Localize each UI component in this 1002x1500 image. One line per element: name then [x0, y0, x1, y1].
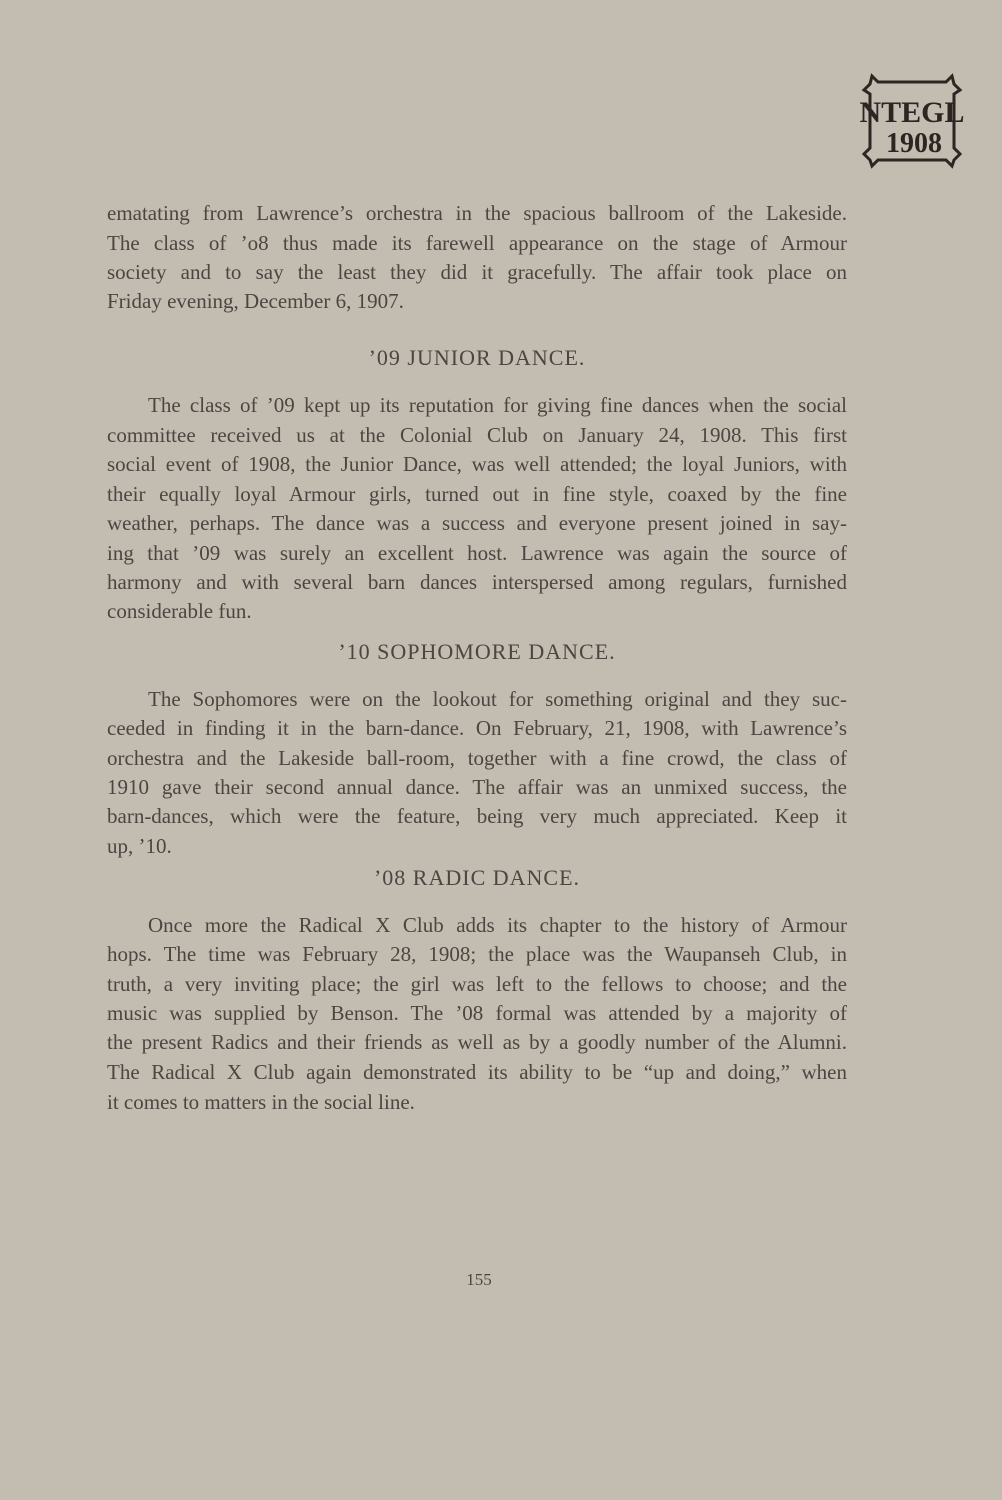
text-line: music was supplied by Benson. The ’08 formal was attended by a majority of: [107, 1001, 847, 1025]
text-line: barn-dances, which were the feature, being very much appreciated. Keep it: [107, 804, 847, 828]
text-line: weather, perhaps. The dance was a success and everyone present joined in say-: [107, 511, 847, 535]
text-line: The Sophomores were on the lookout for something original and they suc-: [148, 687, 847, 711]
text-line: The class of ’09 kept up its reputation for giving fine dances when the social: [148, 393, 847, 417]
text-line: hops. The time was February 28, 1908; the place was the Waupanseh Club, in: [107, 942, 847, 966]
text-line: it comes to matters in the social line.: [107, 1090, 415, 1114]
text-line: ematating from Lawrence’s orchestra in the spacious ballroom of the Lakeside.: [107, 201, 847, 225]
text-line: The class of ’o8 thus made its farewell appearance on the stage of Armour: [107, 231, 847, 255]
text-line: Friday evening, December 6, 1907.: [107, 289, 404, 313]
section-heading: ’09 JUNIOR DANCE.: [368, 345, 586, 370]
integral-1908-logo: [858, 70, 966, 172]
text-line: up, ’10.: [107, 834, 172, 858]
text-line: ing that ’09 was surely an excellent host. Lawrence was again the source of: [107, 541, 847, 565]
text-line: truth, a very inviting place; the girl was left to the fellows to choose; and the: [107, 972, 847, 996]
text-line: social event of 1908, the Junior Dance, was well attended; the loyal Juniors, with: [107, 452, 847, 476]
page-number: 155: [466, 1270, 492, 1289]
text-line: society and to say the least they did it gracefully. The affair took place on: [107, 260, 847, 284]
text-line: committee received us at the Colonial Club on January 24, 1908. This first: [107, 423, 847, 447]
text-line: harmony and with several barn dances interspersed among regulars, furnished: [107, 570, 847, 594]
text-line: considerable fun.: [107, 599, 252, 623]
text-line: their equally loyal Armour girls, turned out in fine style, coaxed by the fine: [107, 482, 847, 506]
text-line: orchestra and the Lakeside ball-room, together with a fine crowd, the class of: [107, 746, 847, 770]
section-heading: ’10 SOPHOMORE DANCE.: [338, 639, 616, 664]
text-line: ceeded in finding it in the barn-dance. On February, 21, 1908, with Lawrence’s: [107, 716, 847, 740]
text-line: the present Radics and their friends as well as by a goodly number of the Alumni.: [107, 1030, 847, 1054]
svg-text:1908: 1908: [886, 128, 942, 159]
section-heading: ’08 RADIC DANCE.: [373, 865, 581, 890]
svg-text:NTEGL: NTEGL: [859, 96, 965, 129]
text-line: 1910 gave their second annual dance. The affair was an unmixed success, the: [107, 775, 847, 799]
text-line: The Radical X Club again demonstrated its ability to be “up and doing,” when: [107, 1060, 847, 1084]
text-line: Once more the Radical X Club adds its chapter to the history of Armour: [148, 913, 847, 937]
